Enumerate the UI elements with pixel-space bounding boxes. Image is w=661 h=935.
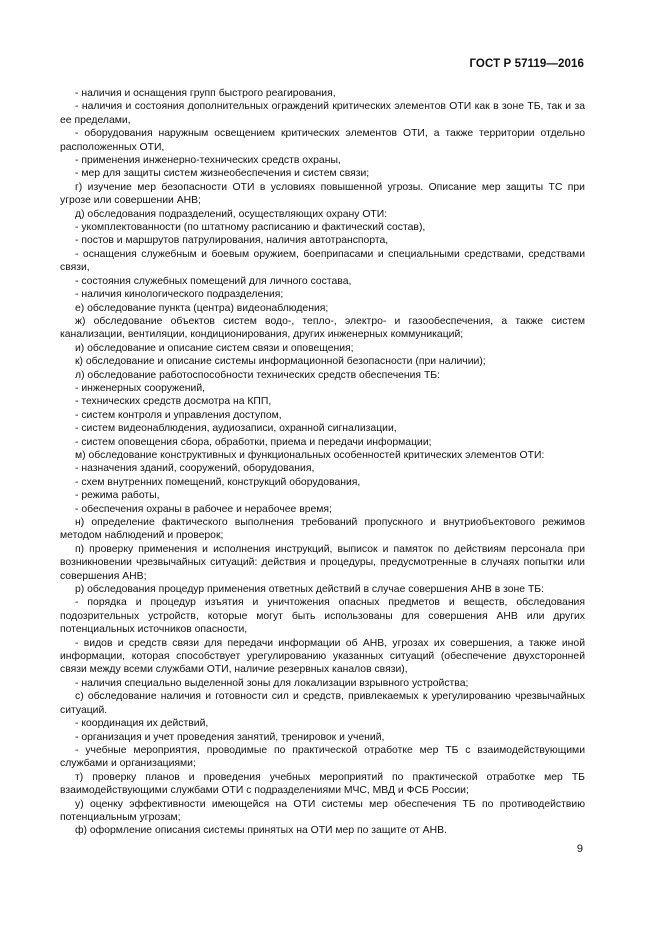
document-body [60,87,585,838]
paragraph: к) обследование и описание системы информационной безопасности (при наличии); [75,356,486,368]
paragraph: - обеспечения охраны в рабочее и нерабочее время; [75,503,332,515]
paragraph: - наличия и оснащения групп быстрого реагирования, [75,88,336,99]
paragraph: - оборудования наружным освещением критических элементов ОТИ, а также территории отдельно расположенных ОТИ, [60,128,585,153]
paragraph: - систем видеонаблюдения, аудиозаписи, охранной сигнализации, [75,423,397,435]
paragraph: и) обследование и описание систем связи и оповещения; [75,342,354,354]
paragraph: р) обследования процедур применения ответных действий в случае совершения АНВ в зоне ТБ: [75,584,544,596]
paragraph: - наличия специально выделенной зоны для локализации взрывного устройства; [75,677,469,689]
paragraph: - назначения зданий, сооружений, оборудования, [75,463,315,475]
paragraph: ж) обследование объектов систем водо-, тепло-, электро- и газообеспечения, а также систем канализации, вентиляции, кондиционирования, других инженерных коммуникаций; [60,315,585,341]
paragraph: - наличия кинологического подразделения; [75,289,284,301]
paragraph: - состояния служебных помещений для личного состава, [75,275,352,287]
paragraph: - систем контроля и управления доступом, [75,409,282,421]
paragraph: ф) оформление описания системы принятых на ОТИ мер по защите от АНВ. [75,825,447,837]
page-number: 9 [576,843,583,855]
paragraph: - режима работы, [75,490,160,502]
paragraph: с) обследование наличия и готовности сил и средств, привлекаемых к урегулированию чрезвычайных ситуаций. [60,691,585,716]
paragraph: - оснащения служебным и боевым оружием, боеприпасами и специальными средствами, средствами связи, [60,248,585,274]
paragraph: л) обследование работоспособности технических средств обеспечения ТБ: [75,369,440,381]
paragraph: - наличия и состояния дополнительных ограждений критических элементов ОТИ как в зоне ТБ, так и за ее пределами, [60,101,585,126]
paragraph: г) изучение мер безопасности ОТИ в условиях повышенной угрозы. Описание мер защиты ТС при угрозе или совершении АНВ; [60,181,585,207]
paragraph: - схем внутренних помещений, конструкций оборудования, [75,476,361,488]
paragraph: т) проверку планов и проведения учебных мероприятий по практической отработке мер ТБ взаимодействующими службами ОТИ с подразделениями МЧС, МВД и ФСБ России; [60,771,585,797]
paragraph: - координация их действий, [75,718,209,730]
paragraph: - видов и средств связи для передачи информации об АНВ, угрозах их совершения, а также иной информации, которая способствует урегулированию указанных ситуаций (обеспечение двухсторонней связи между всеми службами ОТИ, наличие резервных каналов связи), [60,637,585,676]
paragraph: - применения инженерно-технических средств охраны, [75,155,341,167]
paragraph: - мер для защиты систем жизнеобеспечения и систем связи; [75,168,370,180]
paragraph: - инженерных сооружений, [75,382,206,394]
paragraph: у) оценку эффективности имеющейся на ОТИ системы мер обеспечения ТБ по противодействию потенциальным угрозам; [60,798,585,823]
paragraph: - учебные мероприятия, проводимые по практической отработке мер ТБ с взаимодействующими службами и организациями; [60,744,585,770]
paragraph: - постов и маршрутов патрулирования, наличия автотранспорта, [75,235,389,247]
paragraph: п) проверку применения и исполнения инструкций, выписок и памяток по действиям персонала при возникновении чрезвычайных ситуаций: действия и процедуры, предусмотренные в случаях попытки или совершения АНВ; [60,543,585,582]
paragraph: - организация и учет проведения занятий, тренировок и учений, [75,731,385,743]
paragraph: - систем оповещения сбора, обработки, приема и передачи информации; [75,436,432,448]
paragraph: - порядка и процедур изъятия и уничтожения опасных предметов и веществ, обследования подозрительных устройств, которые могут быть использованы для совершения АНВ или других потенциальных источников опасности, [60,597,585,636]
paragraph: - укомплектованности (по штатному расписанию и фактический состав), [75,222,426,234]
paragraph: е) обследование пункта (центра) видеонаблюдения; [75,302,329,314]
paragraph: н) определение фактического выполнения требований пропускного и внутриобъектового режимов методом наблюдений и проверок; [60,517,585,542]
document-header-standard: ГОСТ Р 57119—2016 [469,58,584,70]
paragraph: м) обследование конструктивных и функциональных особенностей критических элементов ОТИ: [75,449,545,461]
paragraph: - технических средств досмотра на КПП, [75,396,272,408]
paragraph: д) обследования подразделений, осуществляющих охрану ОТИ: [75,208,388,220]
